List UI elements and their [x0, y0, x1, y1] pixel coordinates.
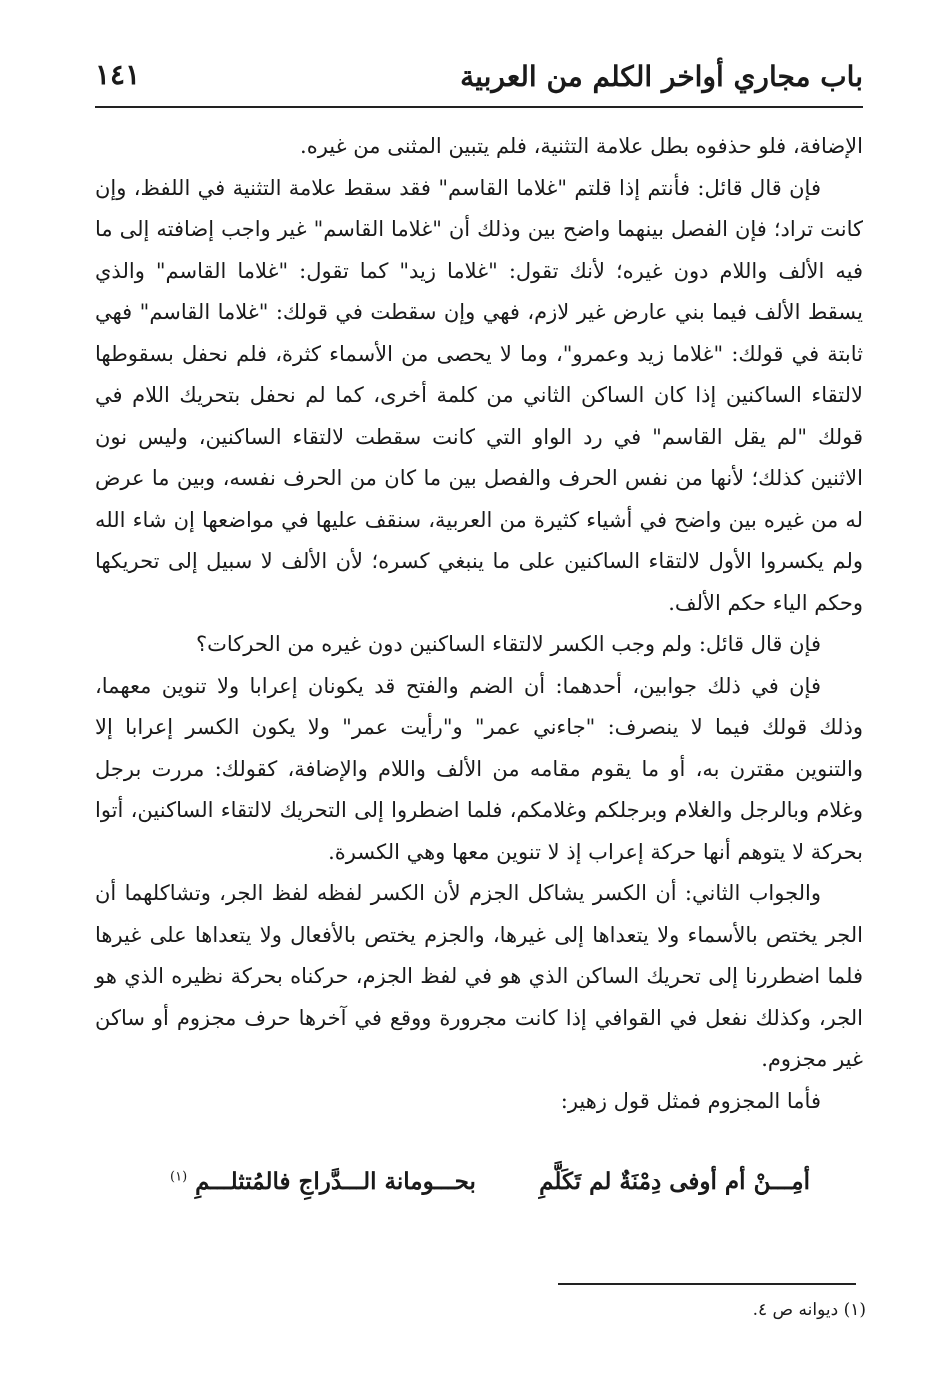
paragraph: فإن قال قائل: فأنتم إذا قلتم "غلاما القاسم" فقد سقط علامة التثنية في اللفظ، وإن كانت تراد؛ فإن الفصل بينهما واضح بين وذلك أن "غلاما القاسم" غير واجب إضافته إلى ما فيه الألف واللام دون غيره؛ لأنك تقول: "غلاما زيد" كما تقول: "غلاما القاسم" والذي يسقط الألف فيما بني عارض غير لازم، فهي وإن سقطت في قولك: "غلاما القاسم" فهي ثابتة في قولك: "غلاما زيد وعمرو"، وما لا يحصى من الأسماء كثرة، فلم نحفل بسقوطها لالتقاء الساكنين إذا كان الساكن الثاني من كلمة أخرى، كما لم نحفل بتحريك اللام في قولك "لم يقل القاسم" في رد الواو التي كانت سقطت لالتقاء الساكنين، وليس نون الاثنين كذلك؛ لأنها من نفس الحرف والفصل بين ما كان من الحرف نفسه، وبين ما عرض له من غيره بين واضح في أشياء كثيرة من العربية، سنقف عليها في مواضعها إن شاء الله ولم يكسروا الأول لالتقاء الساكنين على ما ينبغي كسره؛ لأن الألف لا سبيل إلى تحريكها وحكم الياء حكم الألف. — [95, 175, 863, 615]
chapter-title: باب مجاري أواخر الكلم من العربية — [460, 60, 863, 93]
main-text — [95, 126, 863, 1122]
header-divider — [95, 106, 863, 108]
footnote: (١) ديوانه ص ٤. — [752, 1300, 866, 1320]
paragraph: الإضافة، فلو حذفوه بطل علامة التثنية، فلم يتبين المثنى من غيره. — [300, 134, 863, 158]
footnote-divider — [558, 1283, 856, 1285]
verse-second-hemistich — [170, 1168, 476, 1195]
paragraph: فأما المجزوم فمثل قول زهير: — [560, 1088, 821, 1113]
poetry-verse — [170, 1168, 810, 1212]
paragraph: فإن قال قائل: ولم وجب الكسر لالتقاء الساكنين دون غيره من الحركات؟ — [195, 632, 821, 656]
verse-first-hemistich: أمِـــنْ أم أوفى دِمْنَةٌ لم تَكَلَّمِ — [539, 1168, 810, 1195]
paragraph: والجواب الثاني: أن الكسر يشاكل الجزم لأن الكسر لفظه لفظ الجر، وتشاكلهما أن الجر يختص بالأسماء ولا يتعداها إلى غيرها، والجزم يختص بالأفعال ولا يتعداها على غيرها فلما اضطررنا إلى تحريك الساكن الذي هو في لفظ الجزم، حركناه بحركة نظيره الذي هو الجر، وكذلك نفعل في القوافي إذا كانت مجرورة ووقع في آخرها حرف مجزوم أو ساكن غير مجزوم. — [95, 881, 863, 1071]
paragraph: فإن في ذلك جوابين، أحدهما: أن الضم والفتح قد يكونان إعرابا ولا تنوين معهما، وذلك قولك فيما لا ينصرف: "جاءني عمر" و"رأيت عمر" ولا يكون الكسر إعرابا إلا والتنوين مقترن به، أو ما يقوم مقامه من الألف واللام والإضافة، كقولك: مررت برجل وغلام وبالرجل والغلام وبرجلكم وغلامكم، فلما اضطروا إلى التحريك لالتقاء الساكنين، أتوا بحركة لا يتوهم أنها حركة إعراب إذ لا تنوين معها وهي الكسرة. — [95, 673, 863, 864]
page-header — [95, 52, 863, 102]
footnote-reference: (١) — [170, 1169, 188, 1185]
page-number: ١٤١ — [95, 58, 141, 91]
verse-second-text: بحـــومانة الـــدَّراجِ فالمُتثلـــمِ — [195, 1168, 476, 1195]
